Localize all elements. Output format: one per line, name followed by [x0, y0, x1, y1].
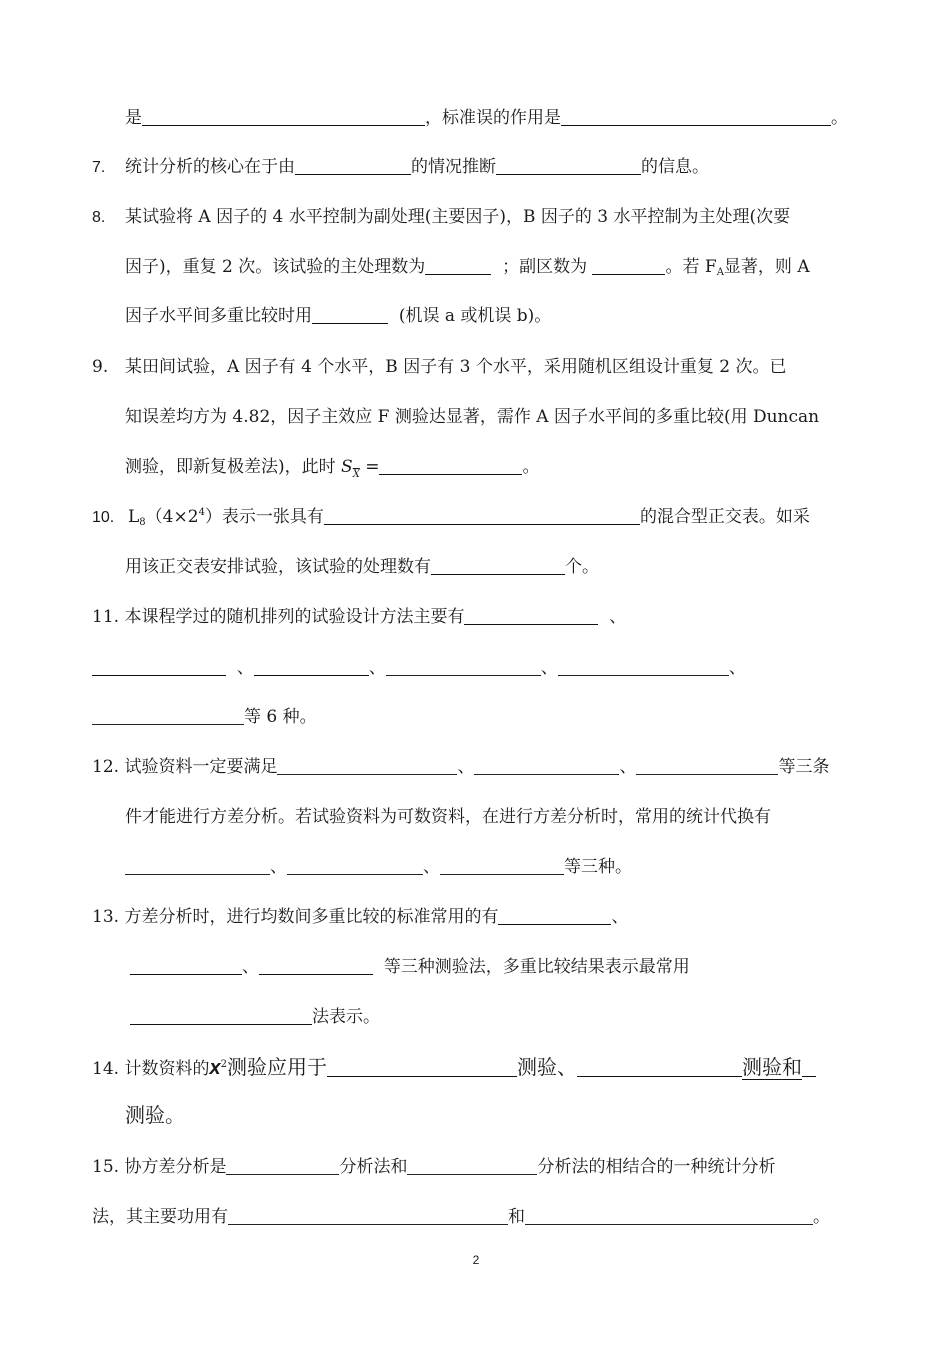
q10-text-2b: 个。 [565, 557, 599, 577]
q15-text-2c: 。 [813, 1207, 830, 1227]
q12-line-2 [125, 805, 771, 829]
q11-number: 11. [92, 607, 120, 627]
q10-line-1 [128, 505, 810, 532]
q11-blank-5[interactable] [558, 657, 729, 676]
q12-number: 12. [92, 757, 120, 777]
q15-text-1b: 分析法和 [339, 1157, 408, 1177]
q11-blank-4[interactable] [386, 657, 541, 676]
q12-text-line2: 件才能进行方差分析。若试验资料为可数资料，在进行方差分析时，常用的统计代换有 [125, 807, 771, 827]
q9-text-end: 。 [522, 457, 540, 477]
q15-number: 15. [92, 1157, 120, 1177]
q13-sep-1: 、 [611, 907, 629, 927]
q14-blank-3[interactable] [802, 1058, 816, 1077]
q13-blank-4[interactable] [130, 1006, 312, 1025]
q10-text-2a: 用该正交表安排试验，该试验的处理数有 [125, 557, 431, 577]
q8-line-3 [125, 304, 551, 328]
q12-sep-1: 、 [457, 757, 475, 777]
q11-sep-4: 、 [540, 658, 558, 678]
q9-equals: = [365, 457, 380, 477]
q8-line-2 [125, 255, 810, 282]
q13-text-3end: 法表示。 [312, 1007, 380, 1027]
q12-text-1a: 试验资料一定要满足 [124, 757, 278, 777]
q9-symbol-s: S [341, 457, 353, 477]
q6-blank-1[interactable] [142, 107, 425, 126]
q10-text-d: 的混合型正交表。如采 [639, 507, 810, 527]
q8-text-2c: 。若 F [665, 257, 717, 277]
q7-blank-2[interactable] [496, 156, 641, 175]
q13-number: 13. [92, 907, 120, 927]
q14-line-2 [125, 1103, 185, 1127]
q14-text-line2: 测验。 [125, 1103, 185, 1127]
q11-sep-5: 、 [728, 658, 746, 678]
q7-line [92, 155, 105, 180]
q15-text-1a: 协方差分析是 [124, 1157, 227, 1177]
q10-l-symbol: L [128, 507, 140, 527]
q14-text-c: 测验、 [516, 1055, 577, 1079]
q11-line-1 [92, 605, 626, 629]
q12-blank-2[interactable] [474, 756, 619, 775]
q8-text-2b: ；副区数为 [502, 257, 588, 277]
q9-line-1 [125, 355, 786, 379]
q11-line-3 [92, 705, 317, 729]
q12-blank-4[interactable] [125, 856, 270, 875]
q6-text-end: 。 [831, 108, 848, 128]
q9-line-2 [125, 405, 819, 429]
q11-sep-2: 、 [236, 658, 254, 678]
q10-number: 10. [92, 509, 115, 526]
q12-line-1 [92, 755, 829, 779]
q12-blank-3[interactable] [636, 756, 778, 775]
q8-number-line [92, 205, 105, 230]
q9-number: 9. [92, 357, 109, 377]
q8-line-1 [125, 205, 790, 229]
q12-blank-5[interactable] [287, 856, 423, 875]
q15-blank-1[interactable] [226, 1156, 339, 1175]
q13-text-2end: 等三种测验法，多重比较结果表示最常用 [383, 957, 690, 977]
q8-blank-2[interactable] [592, 256, 665, 275]
q7-blank-1[interactable] [295, 156, 411, 175]
q6-line [125, 106, 848, 130]
q15-blank-2[interactable] [407, 1156, 537, 1175]
q11-line-2 [92, 656, 746, 680]
q12-sep-2: 、 [619, 757, 637, 777]
q10-blank-1[interactable] [324, 506, 640, 525]
q12-sep-4: 、 [423, 857, 440, 877]
q13-line-3 [130, 1005, 380, 1029]
q14-line-1 [92, 1055, 816, 1084]
q14-text-a: 计数资料的 [124, 1059, 210, 1079]
q12-line-3 [125, 855, 632, 879]
q9-number-line [92, 355, 108, 379]
q15-text-2b: 和 [508, 1207, 525, 1227]
q15-line-1 [92, 1155, 775, 1179]
q8-text-3a: 因子水平间多重比较时用 [125, 306, 312, 326]
q14-chi-symbol: x [209, 1057, 221, 1079]
q8-blank-3[interactable] [312, 305, 388, 324]
q13-line-1 [92, 905, 628, 929]
q8-text-3b: (机误 a 或机误 b)。 [398, 306, 552, 326]
q11-blank-3[interactable] [254, 657, 369, 676]
q9-symbol-xbar: X [352, 469, 360, 480]
q13-blank-3[interactable] [259, 956, 373, 975]
q10-number-line [92, 505, 114, 530]
q7-number: 7. [92, 159, 106, 176]
q11-blank-6[interactable] [92, 706, 244, 725]
q8-blank-1[interactable] [425, 256, 491, 275]
q9-line-3 [125, 455, 539, 482]
q8-text-2a: 因子)，重复 2 次。该试验的主处理数为 [125, 257, 426, 277]
q13-blank-1[interactable] [498, 906, 611, 925]
q10-superscript: 4 [198, 507, 205, 518]
q8-text-2d: 显著，则 A [723, 257, 810, 277]
q9-text-line1: 某田间试验，A 因子有 4 个水平，B 因子有 3 个水平，采用随机区组设计重复 2 次。已 [125, 357, 787, 377]
q10-blank-2[interactable] [431, 556, 565, 575]
q15-line-2 [92, 1205, 830, 1229]
q13-sep-2: 、 [242, 957, 259, 977]
q10-text-b: （4×2 [145, 507, 199, 527]
q12-text-1end: 等三条 [778, 757, 830, 777]
q7-text-a: 统计分析的核心在于由 [125, 157, 295, 177]
q12-text-3end: 等三种。 [564, 857, 632, 877]
q13-line-2 [130, 955, 690, 979]
q14-number: 14. [92, 1059, 120, 1079]
q14-blank-2[interactable] [577, 1058, 742, 1077]
q11-text-line1: 本课程学过的随机排列的试验设计方法主要有 [124, 607, 465, 627]
q10-l-subscript: 8 [139, 517, 146, 528]
q15-text-1c: 分析法的相结合的一种统计分析 [537, 1157, 776, 1177]
q9-text-line2: 知误差均方为 4.82，因子主效应 F 测验达显著，需作 A 因子水平间的多重比较(用 Duncan [125, 407, 820, 427]
q14-text-b: 测验应用于 [226, 1055, 327, 1079]
q6-text-b: ，标准误的作用是 [425, 108, 561, 128]
q10-line-2 [125, 555, 599, 579]
q11-blank-2[interactable] [92, 657, 226, 676]
q11-sep-1: 、 [609, 607, 627, 627]
q9-blank-1[interactable] [379, 456, 522, 475]
q10-text-c: ）表示一张具有 [204, 507, 324, 527]
q6-text-a: 是 [125, 108, 142, 128]
q12-blank-1[interactable] [277, 756, 457, 775]
q9-text-3a: 测验，即新复极差法)，此时 [125, 457, 336, 477]
q15-blank-3[interactable] [228, 1206, 508, 1225]
page-number: 2 [472, 1253, 480, 1267]
q11-text-end: 等 6 种。 [244, 707, 317, 727]
q13-text-line1: 方差分析时，进行均数间多重比较的标准常用的有 [124, 907, 499, 927]
q8-text-line1: 某试验将 A 因子的 4 水平控制为副处理(主要因子)，B 因子的 3 水平控制为主处理(次要 [125, 207, 791, 227]
q7-text-line [125, 155, 709, 179]
q15-text-2a: 法，其主要功用有 [92, 1207, 228, 1227]
q8-number: 8. [92, 209, 106, 226]
q11-blank-1[interactable] [464, 606, 598, 625]
q11-sep-3: 、 [368, 658, 386, 678]
q14-chi-superscript: 2 [220, 1059, 227, 1070]
q14-blank-1[interactable] [327, 1058, 517, 1077]
q8-f-subscript: A [716, 267, 724, 278]
q14-text-d: 测验和 [741, 1055, 802, 1079]
q7-text-b: 的情况推断 [411, 157, 496, 177]
q13-blank-2[interactable] [130, 956, 242, 975]
q6-blank-2[interactable] [561, 107, 831, 126]
q7-text-c: 的信息。 [641, 157, 709, 177]
q12-sep-3: 、 [270, 857, 287, 877]
q15-blank-4[interactable] [525, 1206, 813, 1225]
q12-blank-6[interactable] [440, 856, 564, 875]
